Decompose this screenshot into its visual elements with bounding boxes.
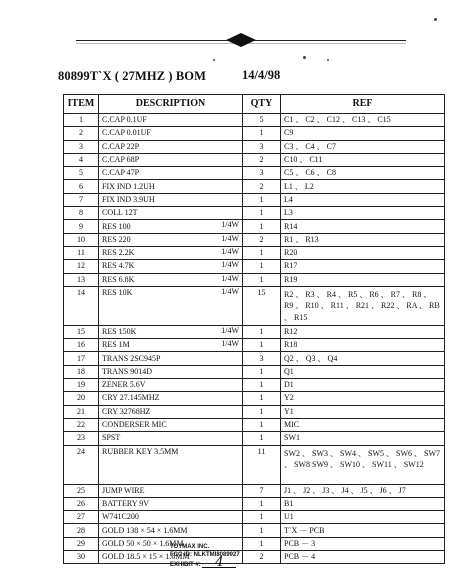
reference-cell: L1 、 L2 (281, 180, 445, 193)
quantity-cell: 7 (243, 484, 281, 497)
bom-table-body (64, 114, 445, 564)
item-number-cell: 3 (64, 140, 99, 153)
reference-cell: L3 (281, 207, 445, 220)
description-cell (99, 140, 243, 153)
description-text: GOLD 18.5 × 15 × 1.6MM (102, 552, 190, 562)
description-text: CONDERSER MIC (102, 420, 167, 430)
table-row (64, 484, 445, 497)
quantity-cell: 1 (243, 260, 281, 273)
quantity-cell: 2 (243, 233, 281, 246)
quantity-cell: 15 (243, 286, 281, 325)
description-text: GOLD 50 × 50 × 1.6MM (102, 538, 184, 548)
item-number-cell: 15 (64, 325, 99, 338)
reference-cell: R19 (281, 273, 445, 286)
reference-cell: PCB － 3 (281, 537, 445, 550)
item-number-cell: 16 (64, 339, 99, 352)
description-cell (99, 193, 243, 206)
description-text: RES 150K (102, 327, 137, 336)
column-header-item: ITEM (64, 95, 99, 114)
quantity-cell: 1 (243, 497, 281, 510)
description-cell (99, 286, 243, 325)
description-text: W741C200 (102, 512, 139, 522)
description-text: C.CAP 22P (102, 141, 140, 151)
reference-cell: J1 、 J2 、 J3 、 J4 、 J5 、 J6 、 J7 (281, 484, 445, 497)
reference-cell: R18 (281, 339, 445, 352)
description-cell (99, 405, 243, 418)
reference-cell: T`X － PCB (281, 524, 445, 537)
description-text: COLL 12T (102, 208, 138, 218)
quantity-cell: 1 (243, 537, 281, 550)
item-number-cell: 27 (64, 511, 99, 524)
reference-cell: C5 、 C6 、 C8 (281, 167, 445, 180)
description-cell (99, 180, 243, 193)
quantity-cell: 2 (243, 153, 281, 166)
scan-speck (434, 18, 437, 21)
reference-cell: D1 (281, 379, 445, 392)
table-row (64, 551, 445, 564)
table-row (64, 207, 445, 220)
quantity-cell: 3 (243, 140, 281, 153)
scan-speck (327, 59, 329, 61)
item-number-cell: 8 (64, 207, 99, 220)
description-cell (99, 233, 243, 246)
power-rating: 1/4W (221, 339, 239, 349)
quantity-cell: 1 (243, 432, 281, 445)
reference-cell: MIC (281, 418, 445, 431)
table-row (64, 180, 445, 193)
quantity-cell: 1 (243, 246, 281, 259)
description-text: TRANS 9014D (102, 366, 153, 376)
item-number-cell: 9 (64, 220, 99, 233)
reference-cell: C3 、 C4 、 C7 (281, 140, 445, 153)
description-cell (99, 220, 243, 233)
description-text: RES 1M (102, 340, 130, 350)
description-cell (99, 524, 243, 537)
quantity-cell: 1 (243, 325, 281, 338)
description-cell (99, 207, 243, 220)
table-row (64, 233, 445, 246)
reference-cell: R12 (281, 325, 445, 338)
reference-cell: C10 、 C11 (281, 153, 445, 166)
quantity-cell: 3 (243, 167, 281, 180)
column-header-qty: QTY (243, 95, 281, 114)
item-number-cell: 2 (64, 127, 99, 140)
description-text: RES 10K (102, 287, 133, 297)
item-number-cell: 20 (64, 392, 99, 405)
table-row (64, 273, 445, 286)
reference-cell: Y1 (281, 405, 445, 418)
reference-cell: R2 、 R3 、 R4 、 R5 、 R6 、 R7 、 R8 、 R9 、 R10 、 R11 、 R21 、 R22 、 RA 、 RB 、 R15 (281, 286, 445, 325)
table-row (64, 392, 445, 405)
description-cell (99, 167, 243, 180)
item-number-cell: 28 (64, 524, 99, 537)
item-number-cell: 29 (64, 537, 99, 550)
item-number-cell: 22 (64, 418, 99, 431)
description-text: RES 4.7K (102, 261, 135, 271)
description-cell (99, 325, 243, 338)
column-header-description: DESCRIPTION (99, 95, 243, 114)
item-number-cell: 24 (64, 445, 99, 484)
quantity-cell: 1 (243, 418, 281, 431)
quantity-cell: 1 (243, 339, 281, 352)
document-footer (170, 544, 240, 570)
description-cell (99, 114, 243, 127)
description-cell (99, 432, 243, 445)
description-cell (99, 418, 243, 431)
table-row (64, 325, 445, 338)
item-number-cell: 18 (64, 365, 99, 378)
quantity-cell: 1 (243, 379, 281, 392)
bom-table (63, 94, 445, 564)
item-number-cell: 11 (64, 246, 99, 259)
exhibit-line (170, 555, 240, 570)
description-cell (99, 153, 243, 166)
reference-cell: R14 (281, 220, 445, 233)
reference-cell: SW1 (281, 432, 445, 445)
table-row (64, 220, 445, 233)
quantity-cell: 11 (243, 445, 281, 484)
reference-cell: PCB － 4 (281, 551, 445, 564)
description-cell (99, 484, 243, 497)
item-number-cell: 1 (64, 114, 99, 127)
table-row (64, 445, 445, 484)
reference-cell: Q1 (281, 365, 445, 378)
quantity-cell: 1 (243, 511, 281, 524)
table-row (64, 365, 445, 378)
description-cell (99, 339, 243, 352)
reference-cell: SW2 、 SW3 、 SW4 、 SW5 、 SW6 、 SW7 、 SW8 SW9 、 SW10 、 SW11 、 SW12 (281, 445, 445, 484)
quantity-cell: 1 (243, 127, 281, 140)
item-number-cell: 17 (64, 352, 99, 365)
item-number-cell: 23 (64, 432, 99, 445)
table-row (64, 167, 445, 180)
document-date: 14/4/98 (242, 68, 281, 82)
description-text: ZENER 5.6V (102, 380, 146, 390)
power-rating: 1/4W (221, 220, 239, 230)
reference-cell: Y2 (281, 392, 445, 405)
reference-cell: L4 (281, 193, 445, 206)
description-text: FIX IND 1.2UH (102, 181, 155, 191)
item-number-cell: 6 (64, 180, 99, 193)
power-rating: 1/4W (221, 325, 239, 335)
table-row (64, 537, 445, 550)
description-cell (99, 246, 243, 259)
item-number-cell: 7 (64, 193, 99, 206)
quantity-cell: 1 (243, 273, 281, 286)
description-text: RES 6.8K (102, 274, 135, 284)
description-text: C.CAP 0.1UF (102, 115, 147, 125)
quantity-cell: 1 (243, 220, 281, 233)
description-text: RES 100 (102, 221, 131, 231)
table-row (64, 432, 445, 445)
table-row (64, 140, 445, 153)
table-row (64, 379, 445, 392)
item-number-cell: 13 (64, 273, 99, 286)
item-number-cell: 25 (64, 484, 99, 497)
table-row (64, 246, 445, 259)
description-cell (99, 445, 243, 484)
item-number-cell: 10 (64, 233, 99, 246)
description-text: FIX IND 3.9UH (102, 194, 155, 204)
column-header-ref: REF (281, 95, 445, 114)
diamond-ornament-icon (226, 33, 256, 47)
description-text: JUMP WIRE (102, 485, 145, 495)
table-row (64, 286, 445, 325)
description-cell (99, 127, 243, 140)
quantity-cell: 1 (243, 392, 281, 405)
description-cell (99, 511, 243, 524)
scan-speck (303, 56, 306, 59)
reference-cell: U1 (281, 511, 445, 524)
company-name: TOYMAX INC. (170, 544, 210, 550)
description-text: RUBBER KEY 3.5MM (102, 446, 179, 456)
quantity-cell: 5 (243, 114, 281, 127)
reference-cell: C9 (281, 127, 445, 140)
table-row (64, 127, 445, 140)
quantity-cell: 1 (243, 405, 281, 418)
reference-cell: B1 (281, 497, 445, 510)
power-rating: 1/4W (221, 260, 239, 270)
description-cell (99, 352, 243, 365)
description-cell (99, 379, 243, 392)
power-rating: 1/4W (221, 273, 239, 283)
description-text: C.CAP 47P (102, 168, 140, 178)
description-text: C.CAP 68P (102, 155, 140, 165)
item-number-cell: 5 (64, 167, 99, 180)
table-row (64, 114, 445, 127)
power-rating: 1/4W (221, 246, 239, 256)
power-rating: 1/4W (221, 286, 239, 296)
table-row (64, 511, 445, 524)
table-row (64, 497, 445, 510)
table-row (64, 405, 445, 418)
document-title: 80899T`X ( 27MHZ ) BOM (58, 69, 207, 83)
quantity-cell: 2 (243, 551, 281, 564)
table-row (64, 193, 445, 206)
item-number-cell: 30 (64, 551, 99, 564)
reference-cell: R17 (281, 260, 445, 273)
description-text: CRY 27.145MHZ (102, 393, 160, 403)
description-cell (99, 273, 243, 286)
reference-cell: Q2 、 Q3 、 Q4 (281, 352, 445, 365)
item-number-cell: 19 (64, 379, 99, 392)
description-cell (99, 260, 243, 273)
description-text: TRANS 2SC945P (102, 353, 161, 363)
item-number-cell: 14 (64, 286, 99, 325)
description-text: C.CAP 0.01UF (102, 128, 151, 138)
table-row (64, 260, 445, 273)
table-row (64, 352, 445, 365)
item-number-cell: 12 (64, 260, 99, 273)
table-row (64, 339, 445, 352)
quantity-cell: 3 (243, 352, 281, 365)
item-number-cell: 26 (64, 497, 99, 510)
description-cell (99, 365, 243, 378)
fcc-id: FCC ID: NLKTMI8089927 (170, 551, 240, 558)
table-row (64, 153, 445, 166)
description-cell (99, 497, 243, 510)
item-number-cell: 21 (64, 405, 99, 418)
reference-cell: C1 、 C2 、 C12 、 C13 、 C15 (281, 114, 445, 127)
exhibit-label: EXHIBIT #: (170, 562, 201, 568)
quantity-cell: 1 (243, 207, 281, 220)
table-row (64, 524, 445, 537)
description-text: BATTERY 9V (102, 498, 150, 508)
description-text: RES 220 (102, 234, 131, 244)
scan-speck (213, 59, 215, 61)
reference-cell: R1 、 R13 (281, 233, 445, 246)
description-text: SPST (102, 433, 121, 443)
description-text: CRY 32768HZ (102, 406, 151, 416)
description-cell (99, 392, 243, 405)
quantity-cell: 1 (243, 365, 281, 378)
description-text: GOLD 138 × 54 × 1.6MM (102, 525, 188, 535)
reference-cell: R20 (281, 246, 445, 259)
table-header-row (64, 95, 445, 114)
quantity-cell: 2 (243, 180, 281, 193)
quantity-cell: 1 (243, 193, 281, 206)
item-number-cell: 4 (64, 153, 99, 166)
description-text: RES 2.2K (102, 248, 135, 258)
power-rating: 1/4W (221, 233, 239, 243)
exhibit-number: 4 (202, 559, 236, 568)
quantity-cell: 1 (243, 524, 281, 537)
table-row (64, 418, 445, 431)
